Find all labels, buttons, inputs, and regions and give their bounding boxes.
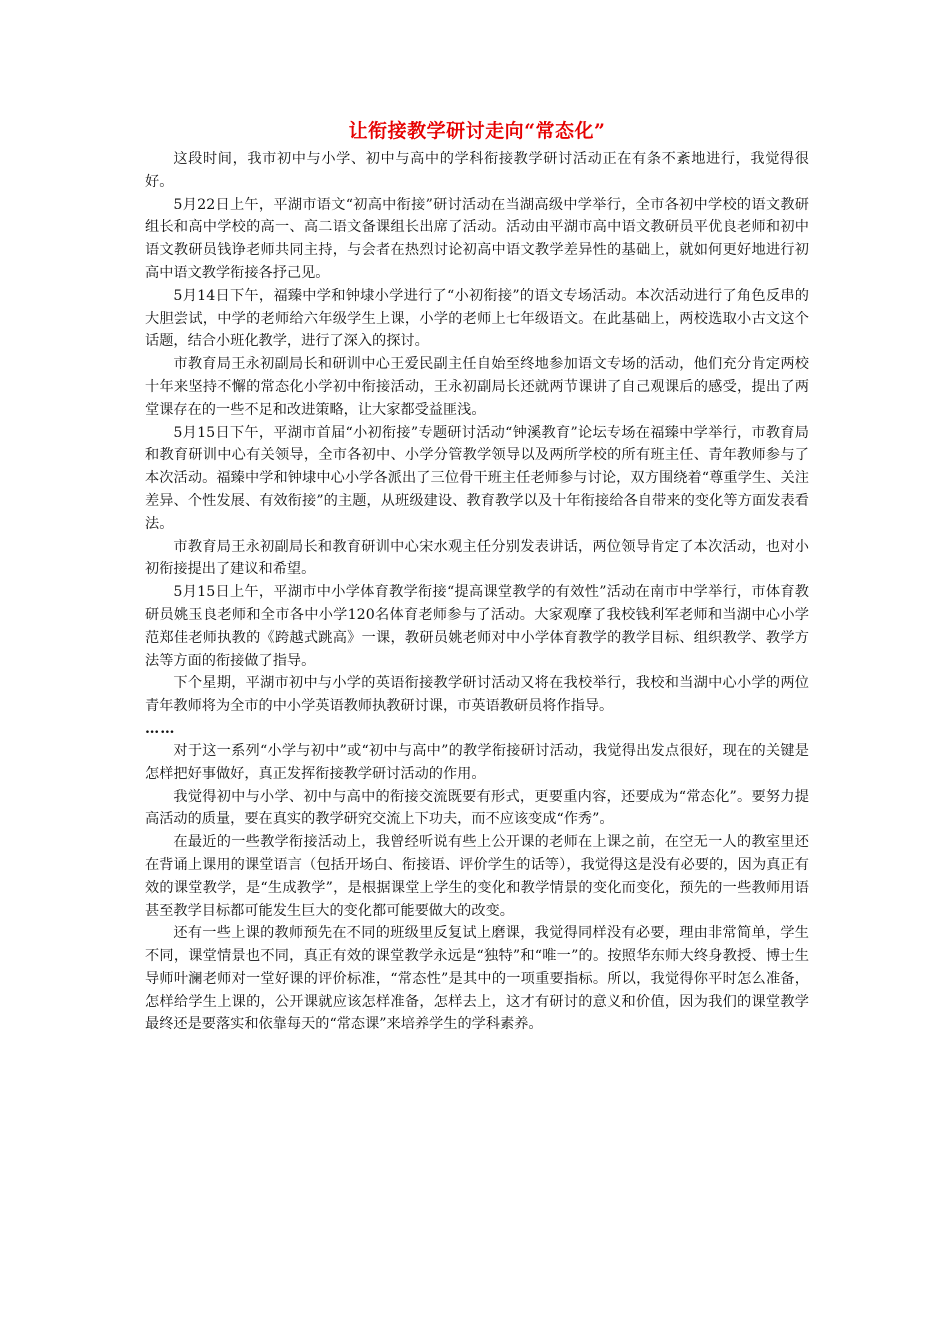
paragraph-rehearsal: 还有一些上课的教师预先在不同的班级里反复试上磨课，我觉得同样没有必要，理由非常简单，学生不同，课堂情景也不同，真正有效的课堂教学永远是“独特”和“唯一”的。按照华东师大终身教授、博士生导师叶澜老师对一堂好课的评价标准，“常态性”是其中的一项重要指标。所以，我觉得你平时怎么准备，怎样给学生上课的，公开课就应该怎样准备，怎样去上，这才有研讨的意义和价值，因为我们的课堂教学最终还是要落实和依靠每天的“常态课”来培养学生的学科素养。: [145, 925, 809, 1033]
document-title: 让衔接教学研讨走向“常态化”: [348, 120, 606, 142]
paragraph-leaders-speech: 市教育局王永初副局长和教育研训中心宋水观主任分别发表讲话，两位领导肯定了本次活动，也对小初衔接提出了建议和希望。: [145, 538, 809, 578]
paragraph-normalization: 我觉得初中与小学、初中与高中的衔接交流既要有形式，更要重内容，还要成为“常态化”。要努力提高活动的质量，要在真实的教学研究交流上下功夫，而不应该变成“作秀”。: [145, 788, 809, 828]
paragraph-may15-morning: 5月15日上午，平湖市中小学体育教学衔接“提高课堂教学的有效性”活动在南市中学举行，市体育教研员姚玉良老师和全市各中小学120名体育老师参与了活动。大家观摩了我校钱利军老师和当湖中心小学范郑佳老师执教的《跨越式跳高》一课，教研员姚老师对中小学体育教学的教学目标、组织教学、教学方法等方面的衔接做了指导。: [145, 584, 809, 669]
paragraph-recent-activities: 在最近的一些教学衔接活动上，我曾经听说有些上公开课的老师在上课之前，在空无一人的教室里还在背诵上课用的课堂语言（包括开场白、衔接语、评价学生的话等），我觉得这是没有必要的，因为真正有效的课堂教学，是“生成教学”，是根据课堂上学生的变化和教学情景的变化而变化，预先的一些教师用语甚至教学目标都可能发生巨大的变化都可能要做大的改变。: [145, 834, 809, 919]
paragraph-leaders-chinese: 市教育局王永初副局长和研训中心王爱民副主任自始至终地参加语文专场的活动，他们充分肯定两校十年来坚持不懈的常态化小学初中衔接活动，王永初副局长还就两节课讲了自己观课后的感受，提出了两堂课存在的一些不足和改进策略，让大家都受益匪浅。: [145, 356, 809, 418]
paragraph-ellipsis: ……: [145, 720, 176, 737]
paragraph-next-week: 下个星期，平湖市初中与小学的英语衔接教学研讨活动又将在我校举行，我校和当湖中心小学的两位青年教师将为全市的中小学英语教师执教研讨课，市英语教研员将作指导。: [145, 675, 809, 715]
paragraph-may14: 5月14日下午，福臻中学和钟埭小学进行了“小初衔接”的语文专场活动。本次活动进行了角色反串的大胆尝试，中学的老师给六年级学生上课，小学的老师上七年级语文。在此基础上，两校选取小古文这个话题，结合小班化教学，进行了深入的探讨。: [145, 287, 809, 350]
paragraph-opinion: 对于这一系列“小学与初中”或“初中与高中”的教学衔接研讨活动，我觉得出发点很好，现在的关键是怎样把好事做好，真正发挥衔接教学研讨活动的作用。: [145, 742, 809, 782]
paragraph-intro: 这段时间，我市初中与小学、初中与高中的学科衔接教学研讨活动正在有条不紊地进行，我觉得很好。: [145, 151, 809, 190]
document-page: [145, 118, 809, 1036]
paragraph-may15-afternoon: 5月15日下午，平湖市首届“小初衔接”专题研讨活动“钟溪教育”论坛专场在福臻中学举行，市教育局和教育研训中心有关领导，全市各初中、小学分管教学领导以及两所学校的所有班主任、青年教师参与了本次活动。福臻中学和钟埭中心小学各派出了三位骨干班主任老师参与讨论，双方围绕着“尊重学生、关注差异、个性发展、有效衔接”的主题，从班级建设、教育教学以及十年衔接给各自带来的变化等方面发表看法。: [145, 424, 809, 532]
paragraph-may22: 5月22日上午，平湖市语文“初高中衔接”研讨活动在当湖高级中学举行，全市各初中学校的语文教研组长和高中学校的高一、高二语文备课组长出席了活动。活动由平湖市高中语文教研员平优良老师和初中语文教研员钱诤老师共同主持，与会者在热烈讨论初高中语文教学差异性的基础上，就如何更好地进行初高中语文教学衔接各抒己见。: [145, 196, 809, 281]
